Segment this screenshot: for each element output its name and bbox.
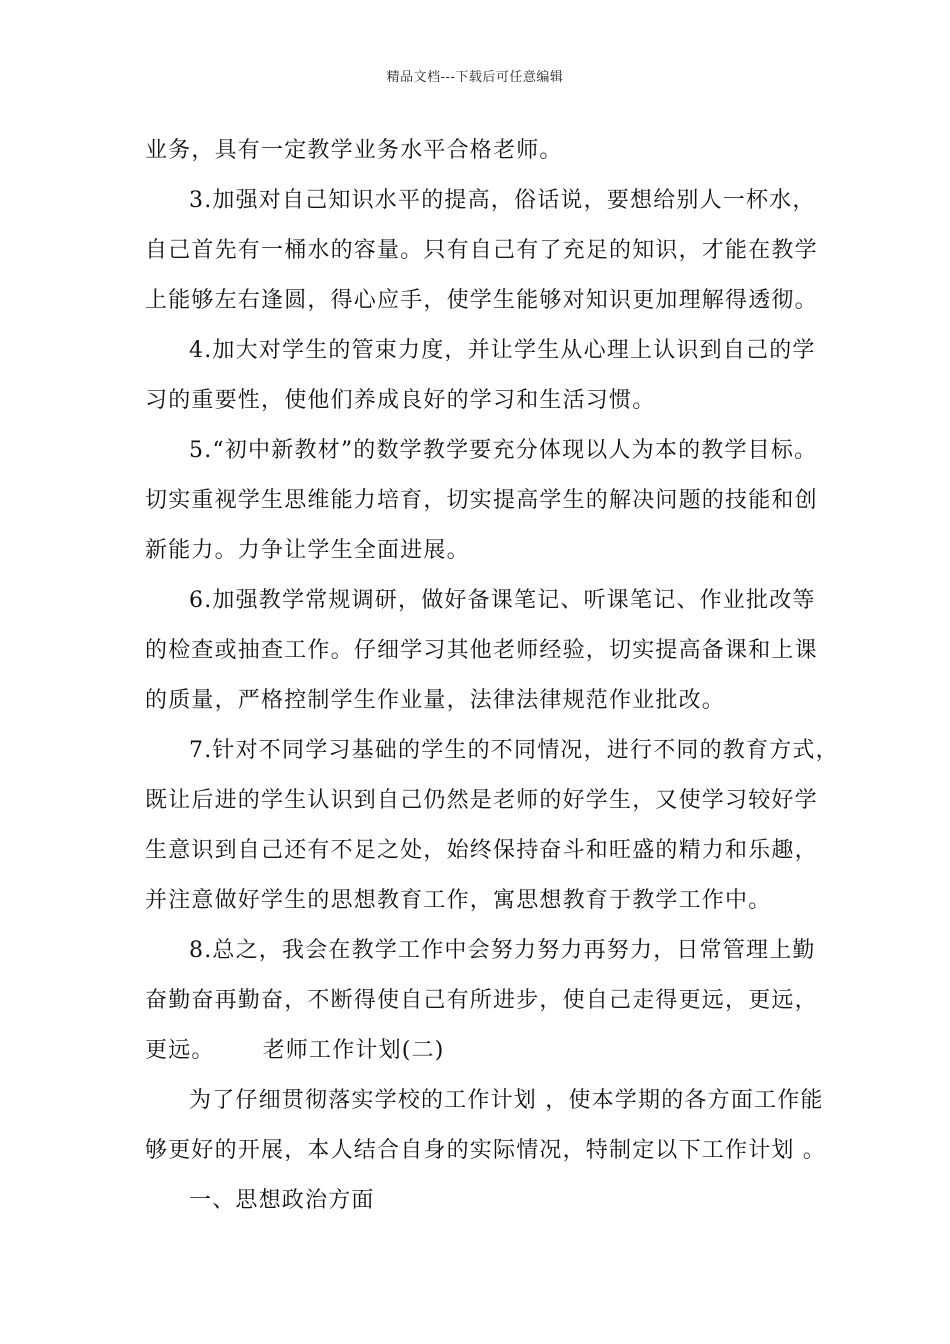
text-line: 生意识到自己还有不足之处，始终保持奋斗和旺盛的精力和乐趣， xyxy=(145,838,818,863)
text-line: 7.针对不同学习基础的学生的不同情况，进行不同的教育方式， xyxy=(189,738,839,763)
text-line: 的质量，严格控制学生作业量，法律法律规范作业批改。 xyxy=(145,688,726,713)
text-line: 5.“初中新教材”的数学教学要充分体现以人为本的教学目标。 xyxy=(189,438,818,463)
text-fragment: 更远。 xyxy=(145,1038,215,1063)
text-line: 奋勤奋再勤奋，不断得使自己有所进步，使自己走得更远，更远， xyxy=(145,988,818,1013)
text-line: 习的重要性，使他们养成良好的学习和生活习惯。 xyxy=(145,388,656,413)
text-line: 的检查或抽查工作。仔细学习其他老师经验，切实提高备课和上课 xyxy=(145,638,818,663)
text-line: 自己首先有一桶水的容量。只有自己有了充足的知识，才能在教学 xyxy=(145,238,818,263)
text-line: 4.加大对学生的管束力度，并让学生从心理上认识到自己的学 xyxy=(189,338,816,363)
text-line: 上能够左右逢圆，得心应手，使学生能够对知识更加理解得透彻。 xyxy=(145,288,818,313)
document-body xyxy=(145,126,839,1226)
text-line: 8.总之，我会在教学工作中会努力努力再努力，日常管理上勤 xyxy=(189,938,816,963)
text-line: 6.加强教学常规调研，做好备课笔记、听课笔记、作业批改等 xyxy=(189,588,816,613)
text-line: 新能力。力争让学生全面进展。 xyxy=(145,538,470,563)
section-heading: 一、思想政治方面 xyxy=(189,1188,375,1213)
text-line: 够更好的开展，本人结合自身的实际情况，特制定以下工作计划 。 xyxy=(145,1138,826,1163)
text-line: 3.加强对自己知识水平的提高，俗话说，要想给别人一杯水， xyxy=(189,188,816,213)
text-line: 并注意做好学生的思想教育工作，寓思想教育于教学工作中。 xyxy=(145,888,772,913)
page-header: 精品文档---下载后可任意编辑 xyxy=(386,70,564,85)
text-line: 既让后进的学生认识到自己仍然是老师的好学生，又使学习较好学 xyxy=(145,788,818,813)
section-title: 老师工作计划(二) xyxy=(262,1038,445,1063)
text-line: 切实重视学生思维能力培育，切实提高学生的解决问题的技能和创 xyxy=(145,488,818,513)
text-line: 为了仔细贯彻落实学校的工作计划 ，使本学期的各方面工作能 xyxy=(189,1088,824,1113)
text-line: 业务，具有一定教学业务水平合格老师。 xyxy=(145,138,563,163)
text-line-with-section-title xyxy=(145,1026,810,1076)
